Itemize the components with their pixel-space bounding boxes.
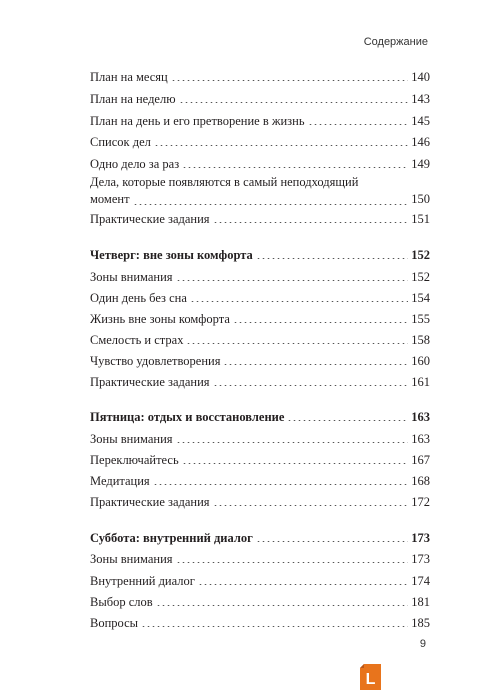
toc-entry xyxy=(90,268,430,284)
toc-entry-title: Медитация xyxy=(90,474,150,488)
toc-entry xyxy=(90,90,430,106)
page-number: 9 xyxy=(419,638,426,650)
toc-entry-title: Практические задания xyxy=(90,495,210,509)
toc-entry-title: Суббота: внутренний диалог xyxy=(90,531,253,545)
toc-entry xyxy=(90,430,430,446)
dot-leader xyxy=(154,145,408,146)
dot-leader xyxy=(171,80,409,81)
toc-entry-page: 146 xyxy=(411,135,430,149)
dot-leader xyxy=(179,102,409,103)
toc-entry xyxy=(90,133,430,149)
dot-leader xyxy=(213,505,409,506)
toc-entry-title: Практические задания xyxy=(90,212,210,226)
dot-leader xyxy=(213,385,409,386)
toc-section-heading xyxy=(90,246,430,262)
toc-entry xyxy=(90,451,430,467)
toc-entry-line2 xyxy=(90,191,430,208)
toc-entry-title: Чувство удовлетворения xyxy=(90,354,221,368)
toc-entry-title: Зоны внимания xyxy=(90,270,173,284)
dot-leader xyxy=(156,605,409,606)
dot-leader xyxy=(176,562,409,563)
running-head: Содержание xyxy=(363,36,428,48)
toc-entry-page: 154 xyxy=(411,291,430,305)
toc-entry-page: 152 xyxy=(411,270,430,284)
toc-entry-page: 181 xyxy=(411,595,430,609)
toc-entry xyxy=(90,210,430,226)
toc-entry-page: 140 xyxy=(411,70,430,84)
toc-entry-page: 185 xyxy=(411,616,430,630)
toc-entry-title: Смелость и страх xyxy=(90,333,184,347)
toc-entry-page: 143 xyxy=(411,92,430,106)
dot-leader xyxy=(141,626,408,627)
toc-entry-title-line1: Дела, которые появляются в самый неподходящий xyxy=(90,175,359,189)
toc-entry xyxy=(90,155,430,171)
toc-entry-page: 173 xyxy=(411,531,430,545)
toc-entry xyxy=(90,550,430,566)
toc-entry-title: Выбор слов xyxy=(90,595,153,609)
toc-entry-title: План на день и его претворение в жизнь xyxy=(90,114,305,128)
toc-entry xyxy=(90,68,430,84)
toc-entry xyxy=(90,472,430,488)
toc-entry-page: 173 xyxy=(411,552,430,566)
toc-entry-page: 155 xyxy=(411,312,430,326)
dot-leader xyxy=(198,584,408,585)
toc-entry-page: 151 xyxy=(411,212,430,226)
publisher-logo-icon xyxy=(360,664,381,690)
toc-entry xyxy=(90,493,430,509)
toc-entry-title: Жизнь вне зоны комфорта xyxy=(90,312,230,326)
toc-entry-page: 158 xyxy=(411,333,430,347)
toc-entry-page: 168 xyxy=(411,474,430,488)
dot-leader xyxy=(176,280,409,281)
toc-entry xyxy=(90,572,430,588)
toc-entry-title: План на неделю xyxy=(90,92,176,106)
toc-entry xyxy=(90,593,430,609)
toc-entry-title: Внутренний диалог xyxy=(90,574,195,588)
toc-entry-page: 172 xyxy=(411,495,430,509)
toc-entry-title: Четверг: вне зоны комфорта xyxy=(90,248,253,262)
dot-leader xyxy=(182,167,408,168)
dot-leader xyxy=(133,204,409,205)
toc-entry-page: 163 xyxy=(411,410,430,424)
dot-leader xyxy=(213,222,409,223)
toc-entry-page: 160 xyxy=(411,354,430,368)
toc-section-heading xyxy=(90,529,430,545)
dot-leader xyxy=(186,343,408,344)
toc-entry-title: Зоны внимания xyxy=(90,432,173,446)
toc-entry-page: 167 xyxy=(411,453,430,467)
toc-entry-page: 163 xyxy=(411,432,430,446)
toc-entry-page: 149 xyxy=(411,157,430,171)
dot-leader xyxy=(190,301,408,302)
toc-entry-title: Зоны внимания xyxy=(90,552,173,566)
dot-leader xyxy=(182,463,409,464)
dot-leader xyxy=(287,420,408,421)
toc-entry xyxy=(90,289,430,305)
toc-entry-page: 174 xyxy=(411,574,430,588)
toc-entry-title: План на месяц xyxy=(90,70,168,84)
dot-leader xyxy=(176,442,409,443)
toc-entry-page: 150 xyxy=(411,192,430,206)
toc-entry-title: Переключайтесь xyxy=(90,453,179,467)
toc-entry xyxy=(90,112,430,128)
dot-leader xyxy=(233,322,408,323)
toc-entry xyxy=(90,373,430,389)
toc-entry-title-line2: момент xyxy=(90,192,130,206)
dot-leader xyxy=(256,258,408,259)
dot-leader xyxy=(308,124,409,125)
toc-section-heading xyxy=(90,408,430,424)
toc-entry xyxy=(90,310,430,326)
toc-entry-title: Пятница: отдых и восстановление xyxy=(90,410,285,424)
toc-entry-page: 152 xyxy=(411,248,430,262)
svg-text:L: L xyxy=(365,671,376,688)
toc-entry-multiline xyxy=(90,174,430,208)
dot-leader xyxy=(256,541,408,542)
dot-leader xyxy=(153,484,409,485)
toc-entry xyxy=(90,352,430,368)
toc-entry-title: Одно дело за раз xyxy=(90,157,180,171)
toc-entry-title: Один день без сна xyxy=(90,291,187,305)
toc-entry xyxy=(90,614,430,630)
toc-entry xyxy=(90,331,430,347)
dot-leader xyxy=(223,364,408,365)
toc-entry-title: Вопросы xyxy=(90,616,139,630)
toc-entry-title: Список дел xyxy=(90,135,151,149)
toc-entry-title: Практические задания xyxy=(90,375,210,389)
toc-entry-page: 145 xyxy=(411,114,430,128)
toc-entry-page: 161 xyxy=(411,375,430,389)
